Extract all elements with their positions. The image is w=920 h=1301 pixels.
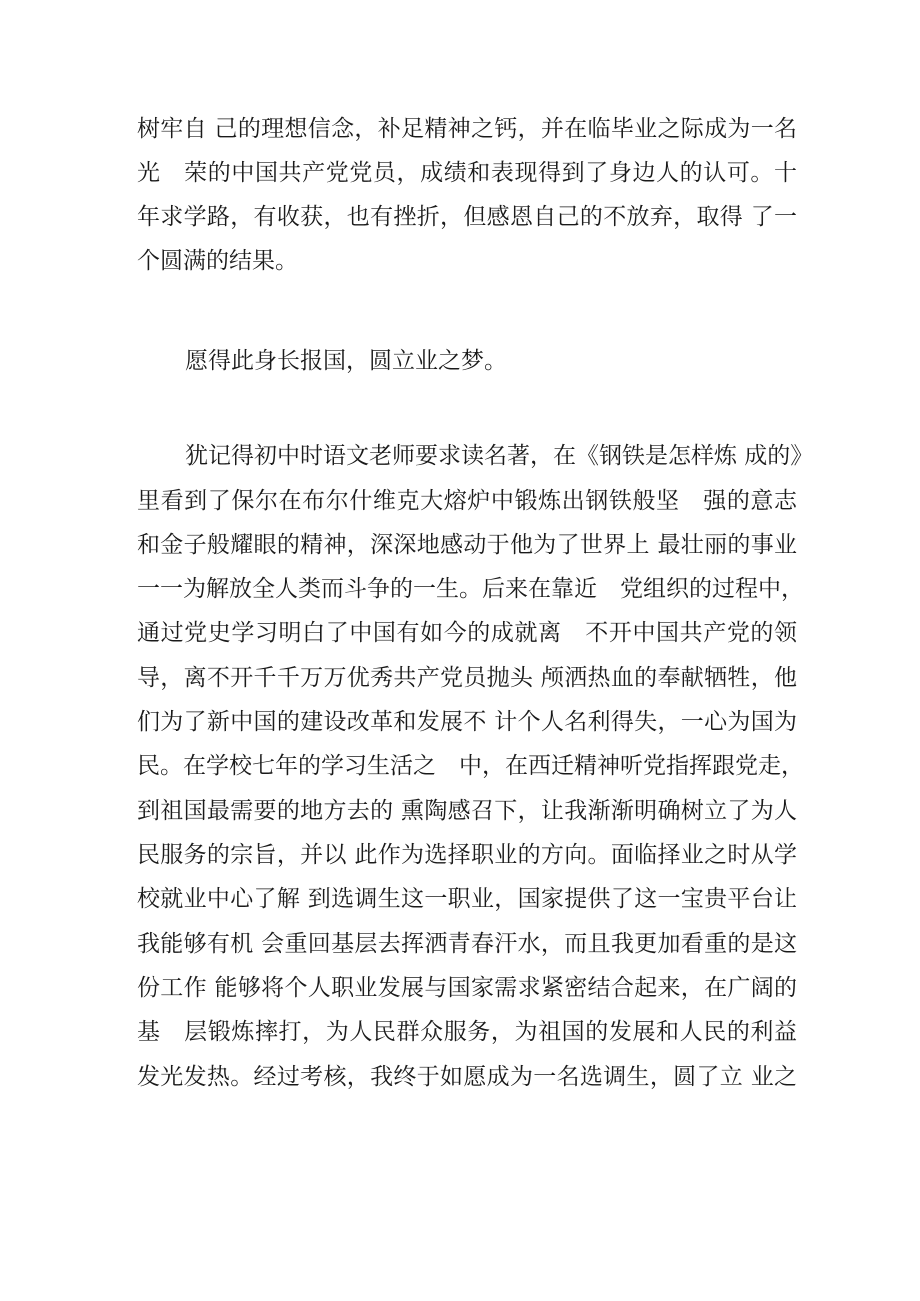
paragraph-line: 们为了新中国的建设改革和发展不 计个人名利得失，一心为国为: [137, 709, 797, 735]
paragraph-line: 愿得此身长报国，圆立业之梦。: [185, 348, 507, 374]
paragraph-line: 个圆满的结果。: [137, 248, 298, 274]
paragraph-line: 导，离不开千千万万优秀共产党员抛头 颅洒热血的奉献牺牲，他: [137, 665, 797, 691]
paragraph-line: 一一为解放全人类而斗争的一生。后来在靠近 党组织的过程中，: [137, 576, 804, 602]
paragraph-line: 校就业中心了解 到选调生这一职业，国家提供了这一宝贵平台让: [137, 886, 797, 912]
paragraph-line: 年求学路，有收获，也有挫折，但感恩自己的不放弃，取得 了一: [137, 204, 797, 230]
paragraph-line: 发光发热。经过考核，我终于如愿成为一名选调生，圆了立 业之: [137, 1064, 797, 1090]
paragraph-line: 到祖国最需要的地方去的 熏陶感召下，让我渐渐明确树立了为人: [137, 798, 797, 824]
paragraph-line: 民。在学校七年的学习生活之 中，在西迁精神听党指挥跟党走，: [137, 753, 804, 779]
paragraph-line: 我能够有机 会重回基层去挥洒青春汗水，而且我更加看重的是这: [137, 931, 797, 957]
paragraph-line: 里看到了保尔在布尔什维克大熔炉中锻炼出钢铁般坚 强的意志: [137, 488, 797, 514]
paragraph-line: 通过党史学习明白了中国有如今的成就离 不开中国共产党的领: [137, 620, 797, 646]
paragraph-line: 犹记得初中时语文老师要求读名著，在《钢铁是怎样炼 成的》: [185, 443, 814, 469]
paragraph-line: 光 荣的中国共产党党员，成绩和表现得到了身边人的认可。十: [137, 160, 797, 186]
paragraph-line: 和金子般耀眼的精神，深深地感动于他为了世界上 最壮丽的事业: [137, 532, 797, 558]
paragraph-line: 民服务的宗旨，并以 此作为选择职业的方向。面临择业之时从学: [137, 842, 797, 868]
paragraph-line: 基 层锻炼摔打，为人民群众服务，为祖国的发展和人民的利益: [137, 1019, 797, 1045]
paragraph-line: 树牢自 己的理想信念，补足精神之钙，并在临毕业之际成为一名: [137, 116, 797, 142]
paragraph-line: 份工作 能够将个人职业发展与国家需求紧密结合起来，在广阔的: [137, 975, 797, 1001]
